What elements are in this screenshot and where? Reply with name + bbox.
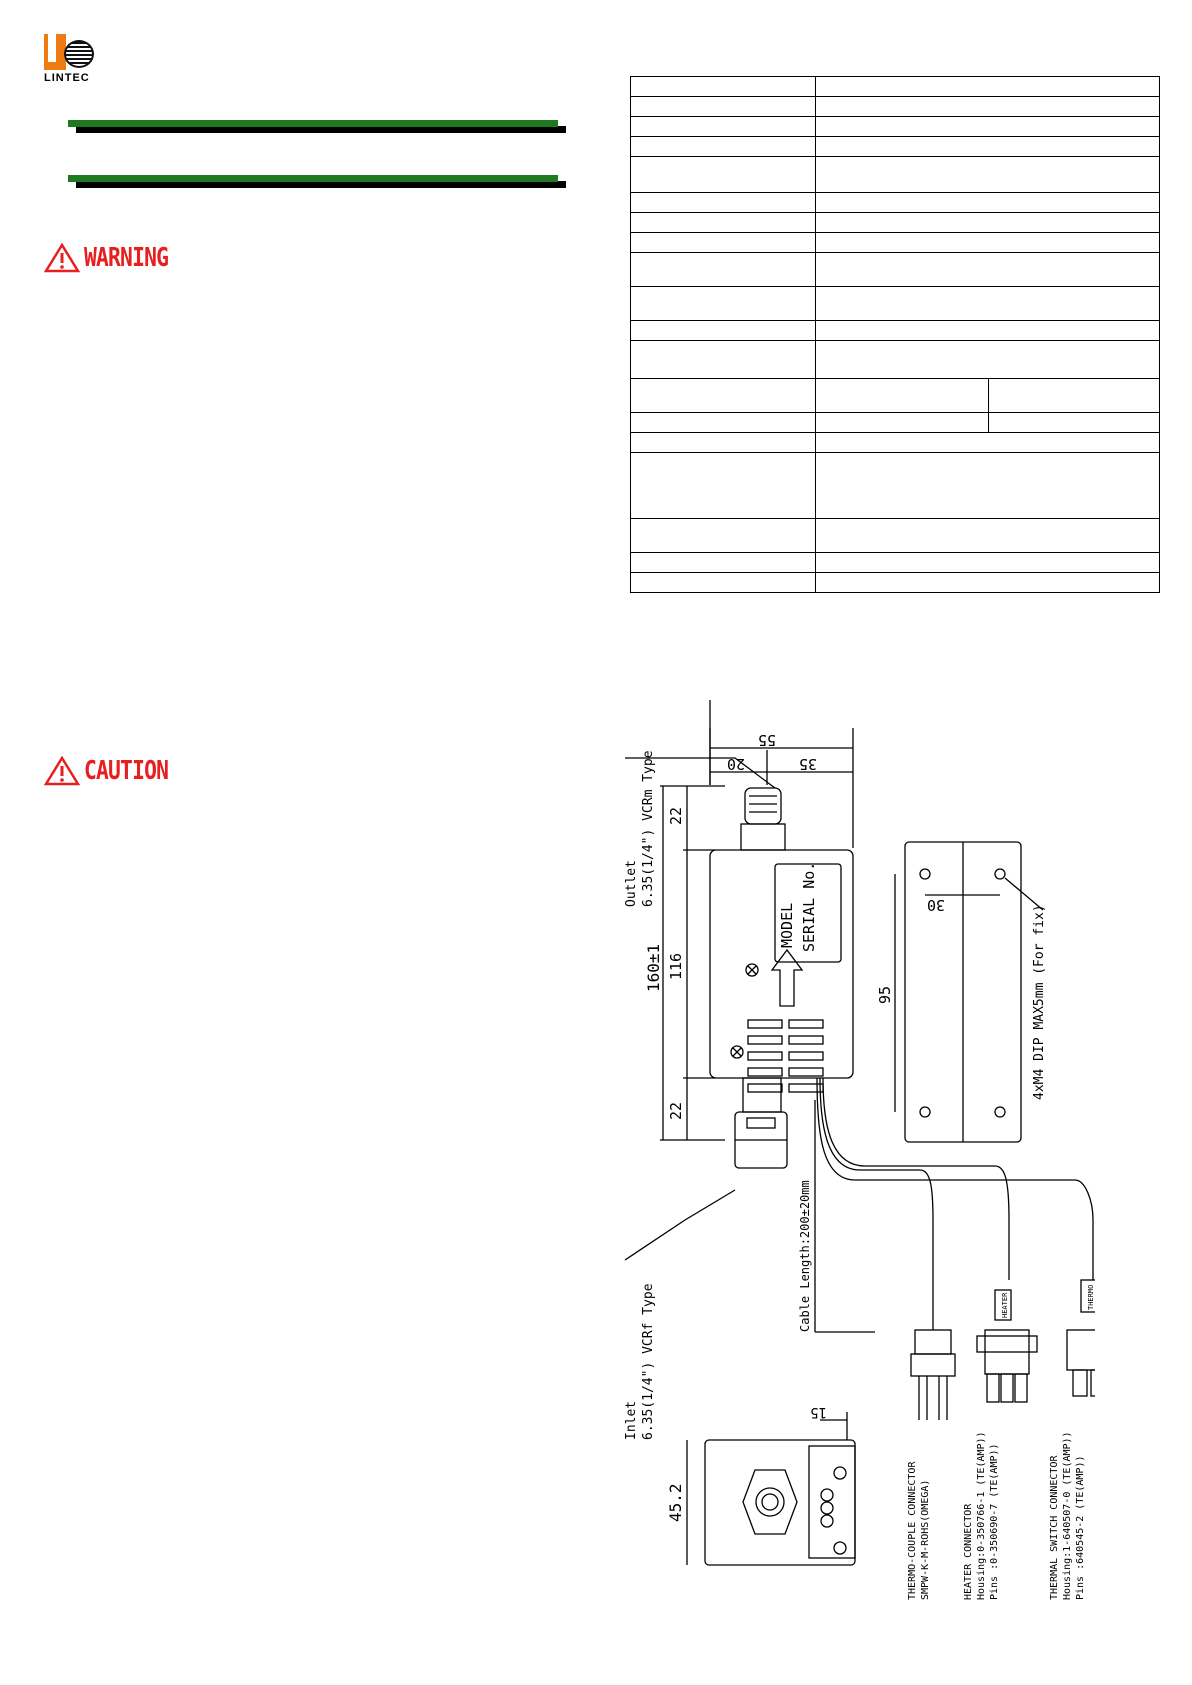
cable-length-label: Cable Length:200±20mm: [798, 1180, 812, 1332]
table-row: [631, 341, 1160, 379]
dim-45: 45.2: [666, 1483, 685, 1522]
heater-label-2: Housing:0-350766-1 (TE(AMP)): [976, 1431, 987, 1600]
spec-table: [630, 76, 1160, 593]
serial-text: SERIAL No.: [800, 861, 818, 952]
title-bar-2: [68, 175, 566, 187]
table-row: [631, 433, 1160, 453]
end-view: [705, 1440, 855, 1565]
outlet-label-2: 6.35(1/4") VCRm Type: [641, 750, 656, 907]
model-text: MODEL: [778, 902, 796, 948]
caution-text: CAUTION: [84, 756, 169, 786]
table-row: [631, 193, 1160, 213]
table-row: [631, 213, 1160, 233]
outlet-label-1: Outlet: [624, 860, 639, 907]
thermal-label-1: THERMAL SWITCH CONNECTOR: [1049, 1455, 1060, 1600]
warning-text: WARNING: [84, 243, 169, 273]
dim-20: 20: [726, 755, 745, 773]
table-row: [631, 413, 1160, 433]
warning-triangle-icon: [44, 243, 80, 273]
table-row: [631, 519, 1160, 553]
heater-label-3: Pins :0-350690-7 (TE(AMP)): [989, 1443, 1000, 1600]
lintec-logo: [44, 34, 124, 86]
mount-note: 4xM4 DIP MAX5mm (For fix): [1032, 904, 1047, 1100]
dim-22-bottom: 22: [667, 1101, 685, 1120]
table-row: [631, 573, 1160, 593]
dim-55: 55: [757, 731, 776, 749]
logo-text: LINTEC: [44, 72, 90, 84]
dim-95: 95: [876, 985, 894, 1004]
table-row: [631, 77, 1160, 97]
table-row: [631, 453, 1160, 519]
table-row: [631, 379, 1160, 413]
table-row: [631, 321, 1160, 341]
thermal-label-3: Pins :640545-2 (TE(AMP)): [1075, 1455, 1086, 1600]
table-row: [631, 97, 1160, 117]
heater-label-1: HEATER CONNECTOR: [963, 1503, 974, 1600]
heater-tag: HEATER: [1001, 1292, 1009, 1318]
dim-160: 160±1: [644, 943, 663, 992]
dim-30: 30: [926, 896, 945, 914]
title-bar-1: [68, 120, 566, 132]
thermocouple-label-1: THERMO-COUPLE CONNECTOR: [907, 1461, 918, 1600]
thermocouple-label-2: SMPW-K-M-ROHS(OMEGA): [920, 1479, 931, 1600]
dim-35: 35: [798, 755, 817, 773]
inlet-label-2: 6.35(1/4") VCRf Type: [641, 1283, 656, 1440]
table-row: [631, 137, 1160, 157]
table-row: [631, 233, 1160, 253]
thermo-tag: THERMO: [1087, 1284, 1095, 1310]
dim-22-top: 22: [667, 806, 685, 825]
caution-triangle-icon: [44, 756, 80, 786]
table-row: [631, 287, 1160, 321]
dim-15: 15: [810, 1404, 827, 1420]
dim-116: 116: [667, 952, 685, 980]
table-row: [631, 117, 1160, 137]
table-row: [631, 253, 1160, 287]
technical-drawing: [615, 700, 1095, 1630]
inlet-label-1: Inlet: [624, 1400, 639, 1440]
thermal-label-2: Housing:1-640507-0 (TE(AMP)): [1062, 1431, 1073, 1600]
table-row: [631, 157, 1160, 193]
table-row: [631, 553, 1160, 573]
